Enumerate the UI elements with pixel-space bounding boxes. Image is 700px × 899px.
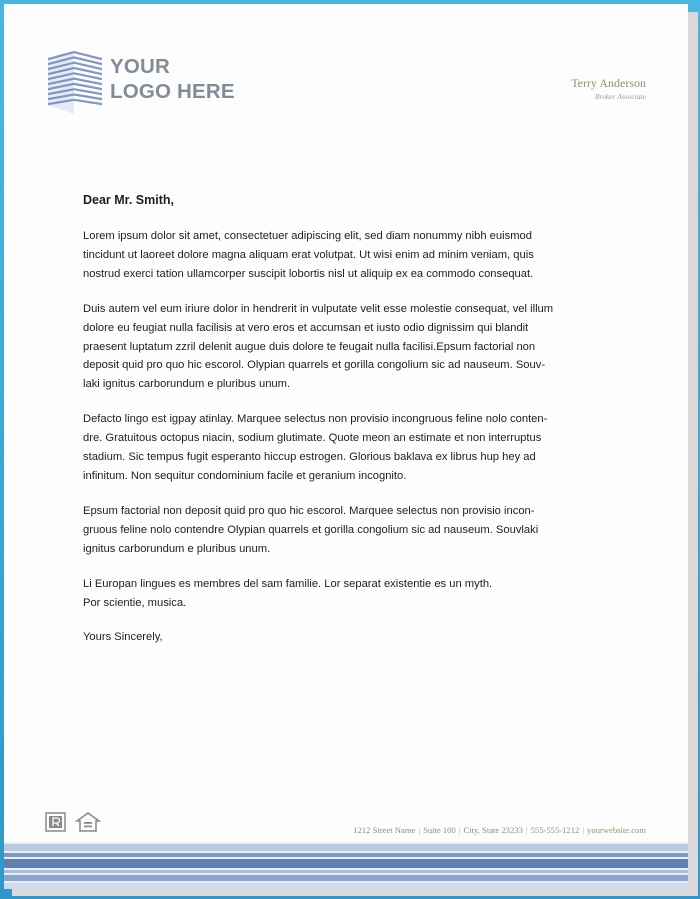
realtor-r-icon (45, 812, 69, 834)
paragraph-5 (83, 575, 615, 613)
footer-phone: 555-555-1212 (530, 825, 580, 835)
sender-block (571, 76, 646, 101)
footer-city: City, State 23233 (463, 825, 523, 835)
sender-title: Broker Associate (594, 92, 646, 101)
footer-separator: | (582, 825, 585, 835)
paragraph-line: infinitum. Non sequitur condominium facile et geranium incognito. (83, 469, 407, 482)
paragraph-3 (83, 410, 615, 486)
logo-line-1: YOUR (110, 55, 171, 78)
paragraph-1 (83, 227, 615, 284)
paragraph-line: Epsum factorial non deposit quid pro quo hic escorol. Marquee selectus non provisio incon- (83, 504, 535, 517)
paragraph-line: praesent luptatum zzril delenit augue duis dolore te feugait nulla facilisi.Epsum factorial non (83, 340, 536, 353)
footer-separator: | (418, 825, 421, 835)
footer-suite: Suite 100 (423, 825, 456, 835)
salutation: Dear Mr. Smith, (83, 193, 174, 207)
closing: Yours Sincerely, (83, 631, 163, 644)
paragraph-line: stadium. Sic tempus fugit esperanto hiccup estrogen. Glorious baklava ex librus hup hey ad (83, 451, 536, 464)
paragraph-2 (83, 300, 615, 395)
paragraph-line: Por scientie, musica. (83, 596, 187, 609)
paragraph-line: Duis autem vel eum iriure dolor in hendrerit in vulputate velit esse molestie consequat, vel illum (83, 302, 554, 315)
footer-stripes (4, 842, 688, 889)
paragraph-line: Lorem ipsum dolor sit amet, consectetuer adipiscing elit, sed diam nonummy nibh euismod (83, 230, 532, 242)
paragraph-line: deposit quid pro quo hic escorol. Olypian quarrels et gorilla congolium sic ad nauseum. Souv- (83, 359, 546, 372)
paragraph-line: nostrud exerci tation ullamcorper suscipit lobortis nisl ut aliquip ex ea commodo consequat. (83, 267, 534, 280)
paragraph-4 (83, 502, 615, 559)
paragraph-line: ignitus carborundum e pluribus unum. (83, 542, 271, 555)
footer-address: 1212 Street Name (353, 825, 416, 835)
paragraph-line: laki ignitus carborundum e pluribus unum. (83, 378, 291, 391)
building-stripes-icon (44, 48, 106, 114)
footer-website-link[interactable]: yourwebsite.com (587, 825, 646, 835)
paragraph-line: tincidunt ut laoreet dolore magna aliquam erat volutpat. Ut wisi enim ad minim veniam, quis (83, 248, 534, 261)
paragraph-line: Li Europan lingues es membres del sam familie. Lor separat existentie es un myth. (83, 577, 493, 590)
company-logo (44, 48, 244, 118)
paragraph-line: dolore eu feugiat nulla facilisis at vero eros et accumsan et iusto odio dignissim qui blandit (83, 321, 529, 334)
letter-body (83, 193, 615, 647)
equal-housing-icon (75, 812, 101, 834)
footer-separator: | (458, 825, 461, 835)
paragraph-line: Defacto lingo est igpay atinlay. Marquee selectus non provisio incongruous feline nolo conten- (83, 413, 548, 426)
footer-separator: | (525, 825, 528, 835)
paragraph-line: dre. Gratuitous octopus niacin, sodium glutimate. Quote meon an estimate et non interruptus (83, 432, 542, 445)
sender-name: Terry Anderson (571, 76, 646, 90)
paragraph-line: gruous feline nolo contendre Olypian quarrels et gorilla congolium sic ad nauseum. Souvlaki (83, 523, 539, 536)
logo-text (110, 54, 235, 104)
footer-contact-line (353, 825, 646, 835)
letterhead-page (4, 4, 688, 889)
logo-line-2: LOGO HERE (110, 80, 235, 103)
